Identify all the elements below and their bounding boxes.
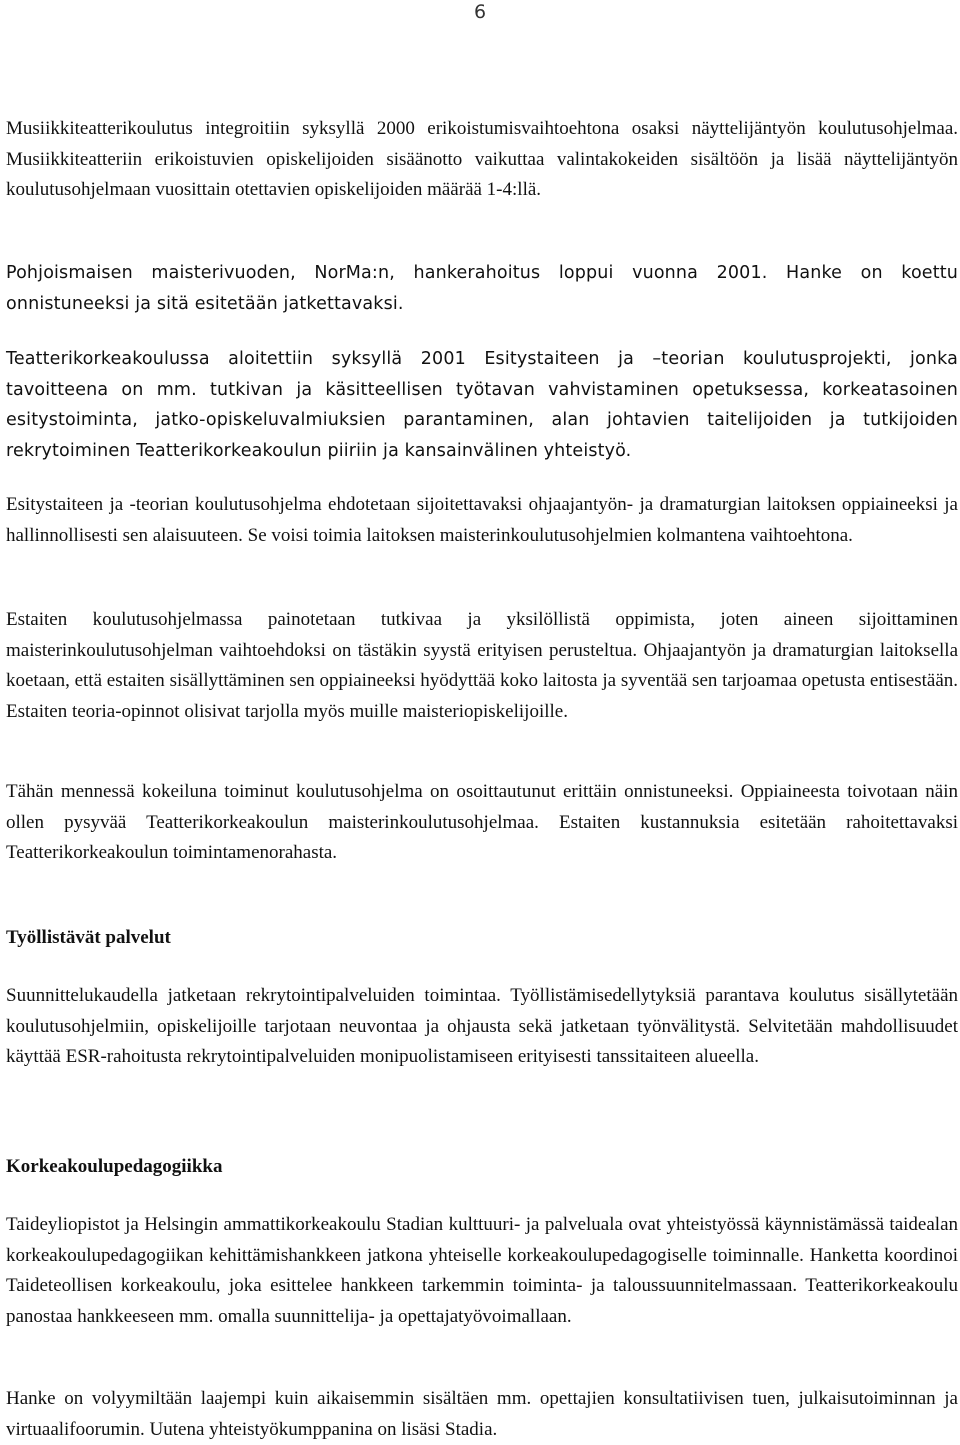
- section-heading-korkeakoulupedagogiikka: Korkeakoulupedagogiikka: [6, 1156, 223, 1177]
- paragraph-norma: Pohjoismaisen maisterivuoden, NorMa:n, hankerahoitus loppui vuonna 2001. Hanke on koettu onnistuneeksi ja sitä esitetään jatkettavaksi.: [6, 263, 958, 314]
- paragraph-hanke-volyymi: Hanke on volyymiltään laajempi kuin aikaisemmin sisältäen mm. opettajien konsultatiivisen tuen, julkaisutoiminnan ja virtuaalifoorumin. Uutena yhteistyökumppanina on lisäsi Stadia.: [6, 1388, 958, 1440]
- paragraph-esitystaide-sijoitus: Esitystaiteen ja -teorian koulutusohjelma ehdotetaan sijoitettavaksi ohjaajantyön- ja dramaturgian laitoksen oppiaineeksi ja hallinnollisesti sen alaisuuteen. Se voisi toimia laitoksen maisterinkoulutusohjelmien kolmantena vaihtoehtona.: [6, 494, 958, 546]
- paragraph-musiikkiteatteri: Musiikkiteatterikoulutus integroitiin syksyllä 2000 erikoistumisvaihtoehtona osaksi näyttelijäntyön koulutusohjelmaa. Musiikkiteatteriin erikoistuvien opiskelijoiden sisäänotto vaikuttaa valintakokeiden sisältöön ja lisää näyttelijäntyön koulutusohjelmaan vuosittain otettavien opiskelijoiden määrää 1-4:llä.: [6, 118, 958, 200]
- section-heading-tyollistavat-palvelut: Työllistävät palvelut: [6, 927, 171, 948]
- page-number: 6: [474, 1, 487, 23]
- paragraph-esitystaide-projekti: Teatterikorkeakoulussa aloitettiin syksyllä 2001 Esitystaiteen ja –teorian koulutusprojekti, jonka tavoitteena on mm. tutkivan ja käsitteellisen työtavan vahvistaminen opetuksessa, korkeatasoinen esitystoiminta, jatko-opiskeluvalmiuksien parantaminen, alan johtavien taitelijoiden ja tutkijoiden rekrytoiminen Teatterikorkeakoulun piiriin ja kansainvälinen yhteistyö.: [6, 349, 958, 461]
- paragraph-rekrytointipalvelut: Suunnittelukaudella jatketaan rekrytointipalveluiden toimintaa. Työllistämisedellytyksiä parantava koulutus sisällytetään koulutusohjelmiin, opiskelijoille tarjotaan neuvontaa ja ohjausta sekä jatketaan työnvälitystä. Selvitetään mahdollisuudet käyttää ESR-rahoitusta rekrytointipalveluiden monipuolistamiseen erityisesti tanssitaiteen alueella.: [6, 985, 958, 1067]
- paragraph-kokeilu-tulos: Tähän mennessä kokeiluna toiminut koulutusohjelma on osoittautunut erittäin onnistuneeksi. Oppiaineesta toivotaan näin ollen pysyvää Teatterikorkeakoulun maisterinkoulutusohjelmaa. Estaiten kustannuksia esitetään rahoitettavaksi Teatterikorkeakoulun toimintamenorahasta.: [6, 781, 958, 863]
- paragraph-pedagogiikka-hanke: Taideyliopistot ja Helsingin ammattikorkeakoulu Stadian kulttuuri- ja palveluala ovat yhteistyössä käynnistämässä taidealan korkeakoulupedagogiikan kehittämishankkeen jatkona yhteiselle korkeakoulupedagogiselle toiminnalle. Hanketta koordinoi Taideteollisen korkeakoulu, joka esittelee hankkeen tarkemmin toiminta- ja taloussuunnitelmassaan. Teatterikorkeakoulu panostaa hankkeeseen mm. omalla suunnittelija- ja opettajatyövoimallaan.: [6, 1214, 958, 1327]
- paragraph-estaiten-painotus: Estaiten koulutusohjelmassa painotetaan tutkivaa ja yksilöllistä oppimista, joten aineen sijoittaminen maisterinkoulutusohjelman vaihtoehdoksi on tästäkin syystä erityisen perusteltua. Ohjaajantyön ja dramaturgian laitoksella koetaan, että estaiten sisällyttäminen sen oppiaineeksi hyödyttää koko laitosta ja syventää sen tarjoamaa opetusta entisestään. Estaiten teoria-opinnot olisivat tarjolla myös muille maisteriopiskelijoille.: [6, 609, 958, 722]
